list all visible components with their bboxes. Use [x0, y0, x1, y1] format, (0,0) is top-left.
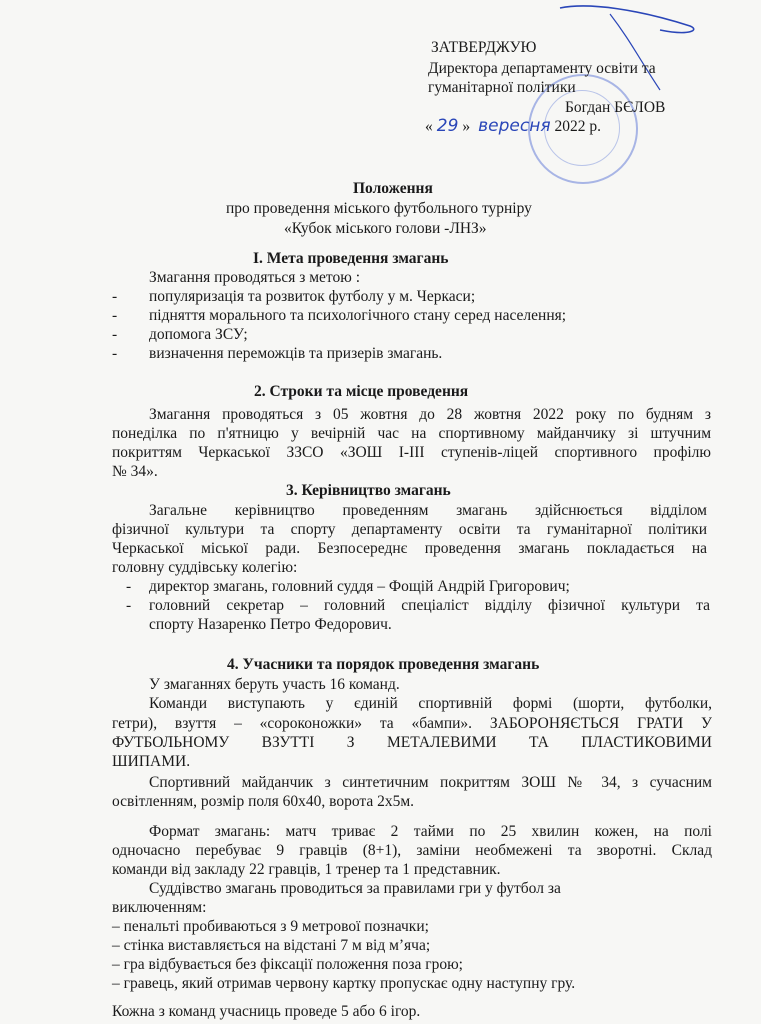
date-year: 2022 р. — [550, 118, 601, 135]
section-1-intro: Змагання проводяться з метою : — [149, 269, 360, 286]
section-2-line: Змагання проводяться з 05 жовтня до 28 жовтня 2022 року по будням з — [149, 406, 711, 423]
section-4-line: Команди виступають у єдиній спортивній формі (шорти, футболки, — [149, 695, 712, 712]
list-item: - головний секретар – головний спеціаліст відділу фізичної культури та — [126, 597, 710, 614]
section-4-line: одночасно перебуває 9 гравців (8+1), заміни необмежені та зворотні. Склад — [112, 842, 712, 859]
section-1-heading: І. Мета проведення змагань — [253, 250, 449, 267]
list-item: - підняття морального та психологічного стану серед населення; — [112, 307, 567, 324]
list-item: - директор змагань, головний суддя – Фощій Андрій Григорович; — [126, 578, 570, 595]
approver-position-line2: гуманітарної політики — [428, 79, 576, 96]
section-4-heading: 4. Учасники та порядок проведення змагань — [227, 656, 540, 673]
section-2-line: понеділка по п'ятницю у вечірній час на спортивному майданчику зі штучним — [112, 425, 711, 442]
date-month: вересня — [478, 116, 551, 136]
section-4-line: команди від закладу 22 гравців, 1 тренер та 1 представник. — [112, 861, 501, 878]
section-3-line: головну суддівську колегію: — [112, 559, 298, 576]
section-4-line: гетри), взуття – «сороконожки» та «бампи». ЗАБОРОНЯЄТЬСЯ ГРАТИ У — [112, 715, 712, 732]
list-item: - визначення переможців та призерів змагань. — [112, 345, 443, 362]
section-3-line: Загальне керівництво проведенням змагань здійснюється відділом — [149, 502, 707, 519]
section-4-line: освітленням, розмір поля 60х40, ворота 2х5м. — [112, 793, 415, 810]
list-item: – гравець, який отримав червону картку пропускає одну наступну гру. — [112, 975, 576, 992]
document-subtitle-line1: про проведення міського футбольного турніру — [226, 200, 532, 217]
section-2-line: покриттям Черкаської ЗЗСО «ЗОШ І-ІІІ ступенів-ліцей спортивного профілю — [112, 444, 711, 461]
list-item: - допомога ЗСУ; — [112, 326, 248, 343]
date-close-quote: » — [462, 118, 471, 135]
section-4-paragraph: Кожна з команд учасниць проведе 5 або 6 ігор. — [112, 1003, 421, 1020]
section-4-line: виключенням: — [112, 899, 207, 916]
approval-date — [425, 117, 601, 136]
document-subtitle-line2: «Кубок міського голови -ЛНЗ» — [284, 220, 487, 237]
list-item: – пенальті пробиваються з 9 метрової позначки; — [112, 918, 429, 935]
document-heading: Положення — [353, 180, 433, 197]
section-4-line: Суддівство змагань проводиться за правилами гри у футбол за — [149, 880, 561, 897]
list-item: – гра відбувається без фіксації положення поза грою; — [112, 956, 463, 973]
list-item: - популяризація та розвиток футболу у м. Черкаси; — [112, 288, 476, 305]
section-3-line: Черкаської міської ради. Безпосереднє проведення змагань покладається на — [112, 540, 707, 557]
approver-name: Богдан БЄЛОВ — [565, 99, 666, 116]
section-4-line: ШИПАМИ. — [112, 753, 191, 770]
section-3-line: фізичної культури та спорту департаменту освіти та гуманітарної політики — [112, 521, 707, 538]
section-3-heading: 3. Керівництво змагань — [286, 482, 451, 499]
section-4-line: ФУТБОЛЬНОМУ ВЗУТТІ З МЕТАЛЕВИМИ ТА ПЛАСТИКОВИМИ — [112, 734, 712, 751]
section-2-line: № 34». — [112, 463, 158, 480]
section-4-paragraph: У змаганнях беруть участь 16 команд. — [149, 676, 400, 693]
list-item-continuation: спорту Назаренко Петро Федорович. — [149, 616, 392, 633]
section-4-line: Спортивний майданчик з синтетичним покриттям ЗОШ № 34, з сучасним — [149, 774, 712, 791]
section-2-heading: 2. Строки та місце проведення — [254, 383, 469, 400]
section-4-line: Формат змагань: матч триває 2 тайми по 25 хвилин кожен, на полі — [149, 823, 712, 840]
approver-position-line1: Директора департаменту освіти та — [428, 60, 656, 77]
list-item: – стінка виставляється на відстані 7 м від м’яча; — [112, 937, 431, 954]
date-day: 29 — [436, 116, 459, 136]
approve-label: ЗАТВЕРДЖУЮ — [431, 39, 537, 56]
date-open-quote: « — [425, 118, 433, 135]
